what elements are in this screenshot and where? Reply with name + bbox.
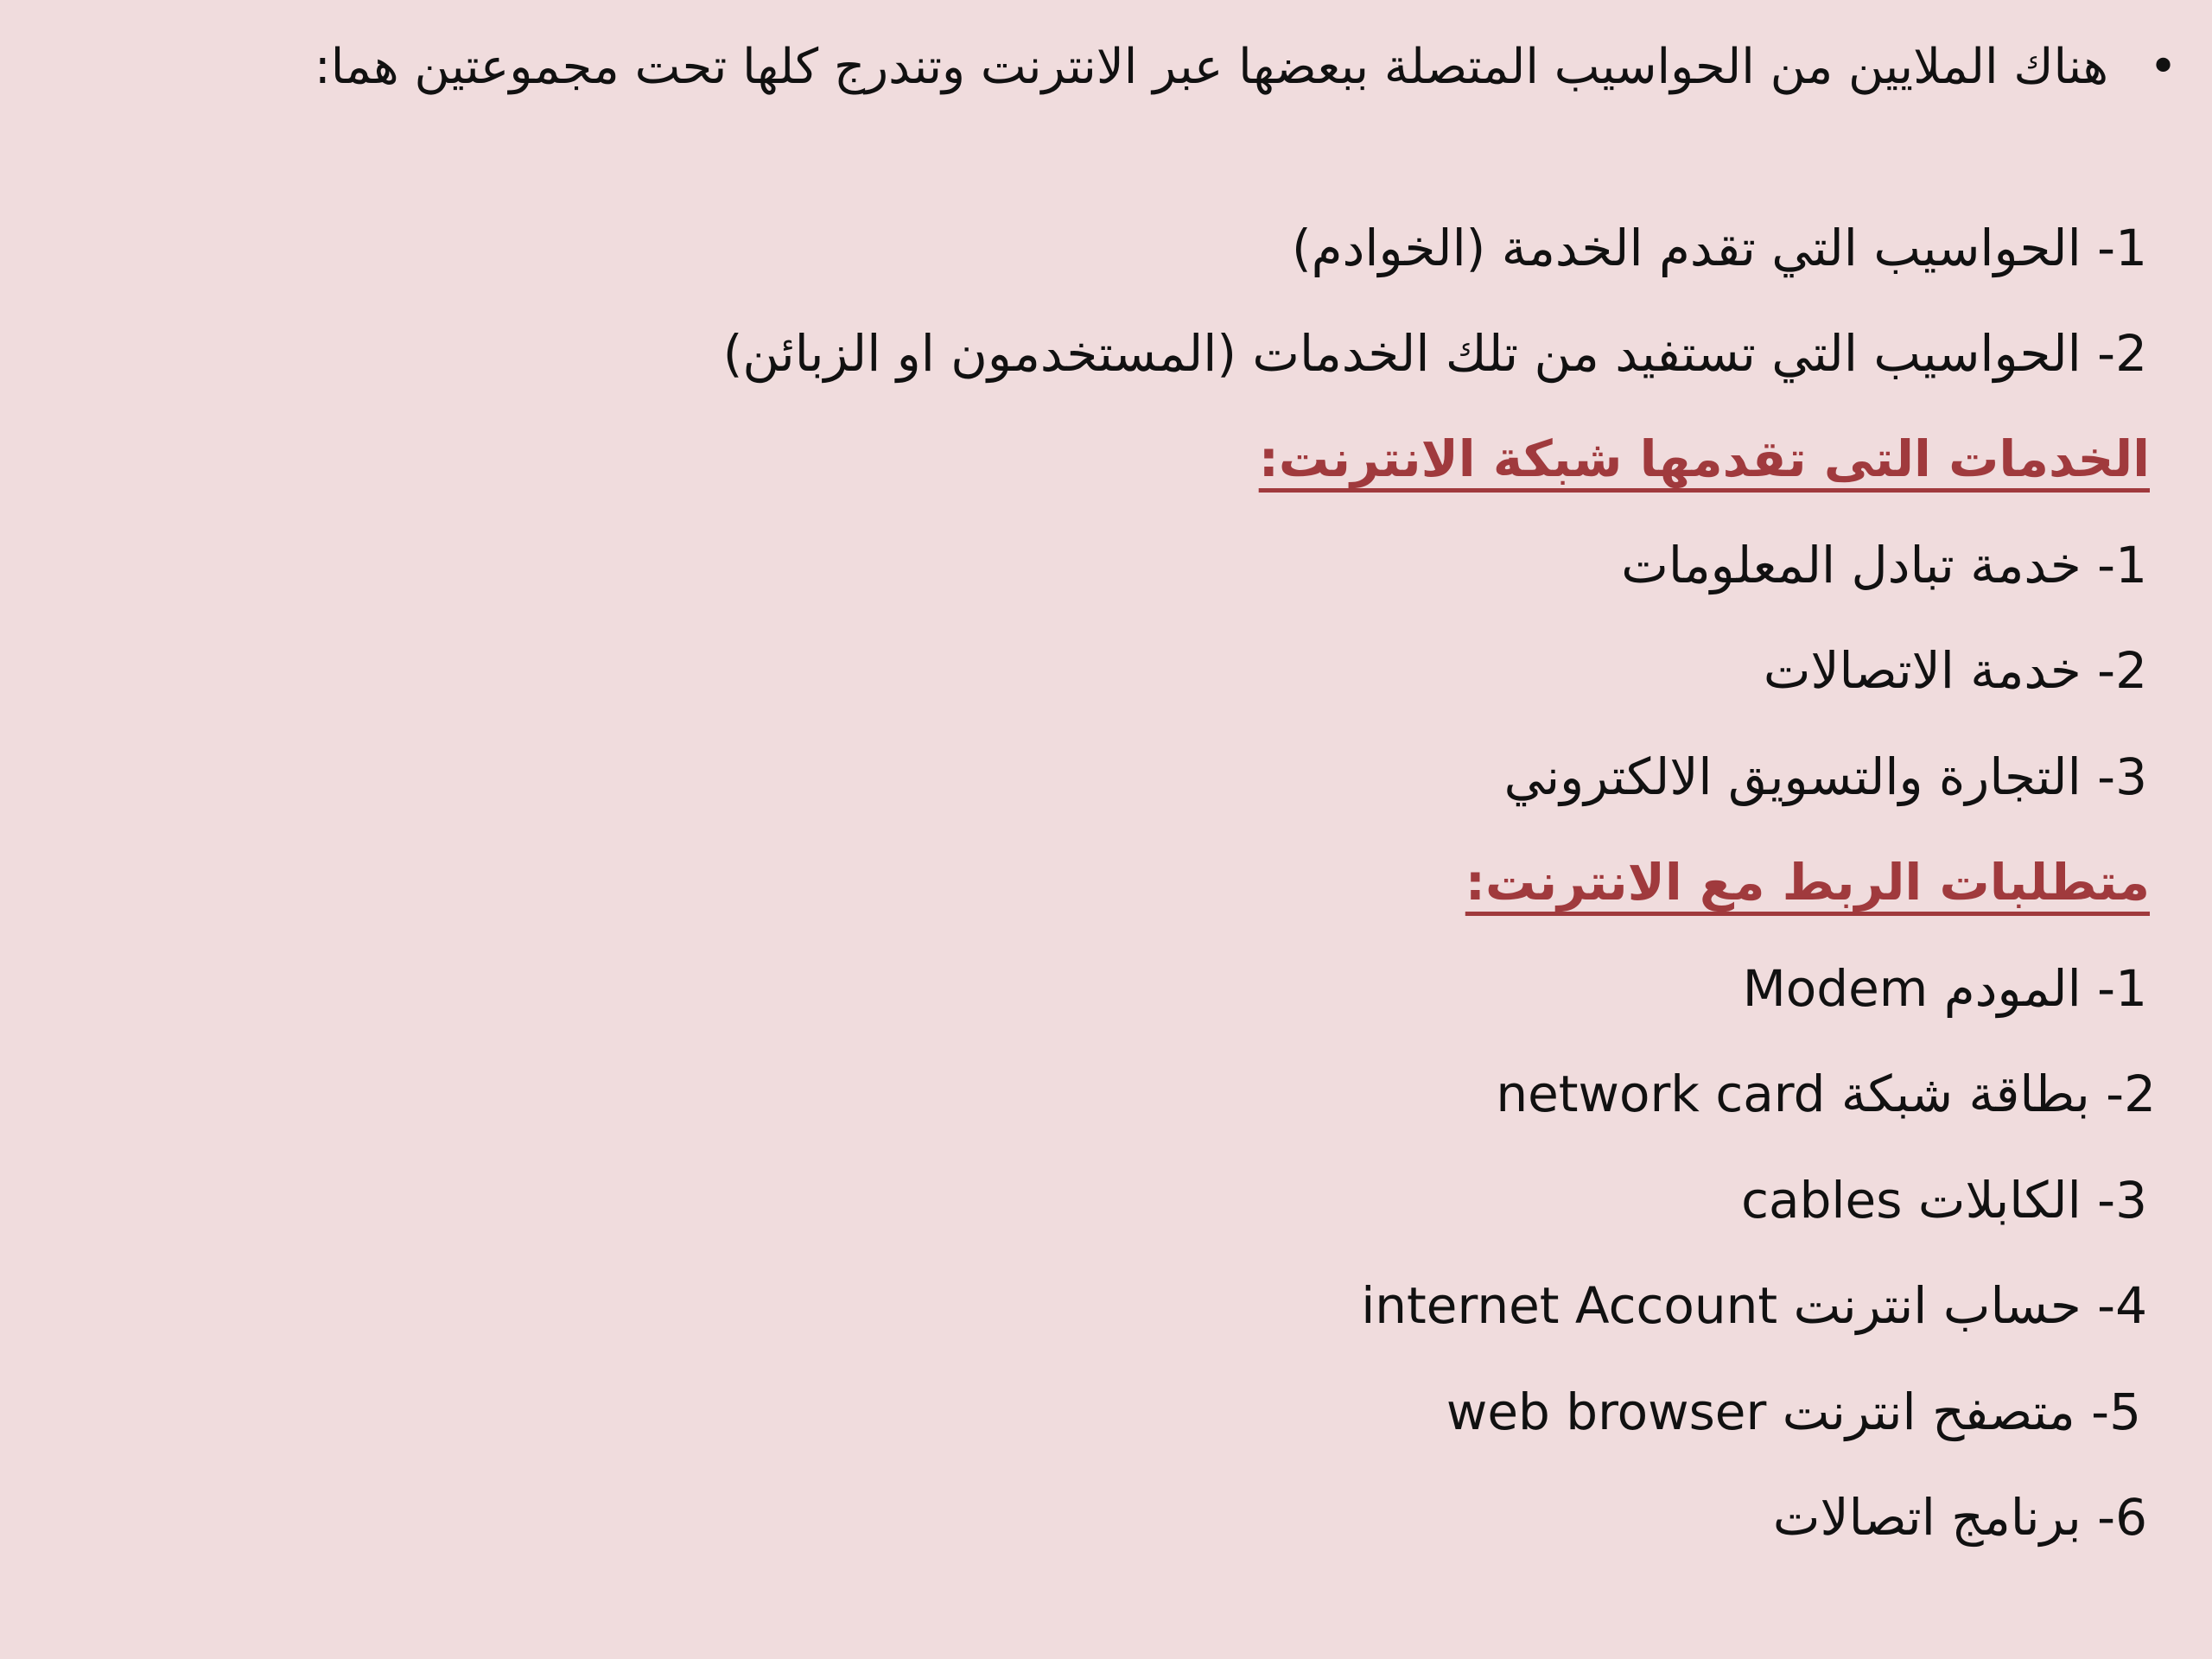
bullet-icon: •	[2148, 39, 2177, 95]
requirement-label-ar: 6- برنامج اتصالات	[1772, 1488, 2147, 1547]
intro-text: هناك الملايين من الحواسيب المتصلة ببعضها عبر الانترنت وتندرج كلها تحت مجموعتين هما:	[314, 39, 2108, 95]
requirement-label-en: cables	[1741, 1171, 1903, 1230]
requirement-item-communication-software	[1772, 1488, 2147, 1547]
requirements-heading: متطلبات الربط مع الانترنت:	[1465, 853, 2150, 912]
requirement-label-ar: 5- متصفح انترنت	[1782, 1382, 2141, 1441]
service-item-information-exchange: 1- خدمة تبادل المعلومات	[1621, 536, 2147, 594]
requirement-item-cables	[1681, 1171, 2147, 1230]
requirement-label-ar: 3- الكابلات	[1917, 1171, 2147, 1230]
requirement-label-en: web browser	[1446, 1382, 1767, 1441]
intro-bullet	[35, 24, 2177, 111]
group-item-servers: 1- الحواسيب التي تقدم الخدمة (الخوادم)	[1292, 219, 2147, 277]
service-item-communications: 2- خدمة الاتصالات	[1763, 641, 2147, 700]
requirement-label-en: internet Account	[1361, 1276, 1778, 1335]
requirement-item-modem	[1682, 959, 2147, 1018]
requirement-item-internet-account	[1300, 1276, 2147, 1335]
requirement-label-en: network card	[1496, 1065, 1826, 1123]
requirement-label-ar: 2- بطاقة شبكة	[1840, 1065, 2156, 1123]
services-heading: الخدمات التى تقدمها شبكة الانترنت:	[1258, 429, 2150, 488]
requirement-label-ar: 1- المودم	[1943, 959, 2147, 1018]
requirement-label-ar: 4- حساب انترنت	[1793, 1276, 2147, 1335]
requirement-label-en: Modem	[1742, 959, 1929, 1018]
requirement-item-network-card	[1435, 1065, 2156, 1123]
service-item-e-commerce: 3- التجارة والتسويق الالكتروني	[1503, 747, 2147, 806]
requirement-item-web-browser	[1386, 1382, 2141, 1441]
group-item-clients: 2- الحواسيب التي تستفيد من تلك الخدمات (المستخدمون او الزبائن)	[722, 324, 2147, 383]
